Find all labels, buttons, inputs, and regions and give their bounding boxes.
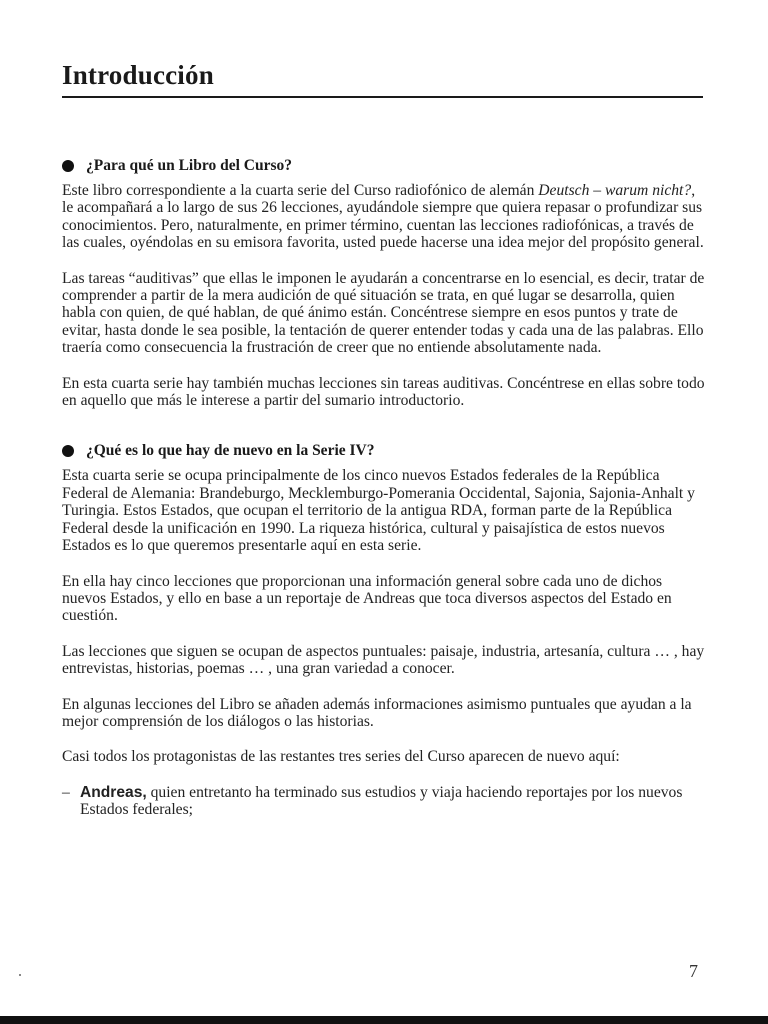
bullet-icon bbox=[62, 445, 74, 457]
paragraph: Este libro correspondiente a la cuarta serie del Curso radiofónico de alemán Deutsch – warum nicht?, le acompañará a lo largo de sus 26 lecciones, ayudándole siempre que quiera repasar o profundizar sus conocimientos. Pero, naturalmente, en primer término, cuentan las lecciones radiofónicas, a través de las cuales, oyéndolas en su emisora favorita, usted puede hacerse una idea mejor del propósito general. bbox=[62, 182, 704, 252]
paragraph: Casi todos los protagonistas de las restantes tres series del Curso aparecen de nuevo aquí: bbox=[62, 748, 620, 766]
scan-edge-bar bbox=[0, 1016, 768, 1024]
paragraph: Las tareas “auditivas” que ellas le imponen le ayudarán a concentrarse en lo esencial, es decir, tratar de comprender a partir de la mera audición de qué situación se trata, en qué lugar se desarrolla, quien habla con quien, de qué hablan, de qué ánimo están. Concéntrese siempre en esos puntos y trate de evitar, hasta donde le sea posible, la tentación de querer entender todas y cada una de las palabras. Ello traería como consecuencia la frustración de creer que no entiende absolutamente nada. bbox=[62, 269, 705, 357]
section-heading-text: ¿Qué es lo que hay de nuevo en la Serie IV? bbox=[86, 442, 375, 460]
course-title-italic: Deutsch – warum nicht? bbox=[538, 182, 692, 199]
list-item bbox=[62, 784, 706, 819]
paragraph: En esta cuarta serie hay también muchas lecciones sin tareas auditivas. Concéntrese en ellas sobre todo en aquello que más le interese a partir del sumario introductorio. bbox=[62, 374, 705, 410]
scan-speck bbox=[19, 974, 21, 976]
paragraph: En algunas lecciones del Libro se añaden además informaciones asimismo puntuales que ayudan a la mejor comprensión de los diálogos o las historias. bbox=[62, 695, 692, 730]
paragraph: Las lecciones que siguen se ocupan de aspectos puntuales: paisaje, industria, artesanía, cultura … , hay entrevistas, historias, poemas … , una gran variedad a conocer. bbox=[62, 642, 705, 678]
paragraph: En ella hay cinco lecciones que proporcionan una información general sobre cada uno de dichos nuevos Estados, y ello en base a un reportaje de Andreas que toca diversos aspectos del Estado en cuestión. bbox=[62, 572, 672, 625]
page-number: 7 bbox=[689, 961, 698, 981]
bullet-icon bbox=[62, 160, 74, 172]
dash-marker: – bbox=[62, 783, 70, 801]
page-title: Introducción bbox=[62, 60, 214, 90]
character-name: Andreas, bbox=[80, 783, 147, 801]
list-item-text: quien entretanto ha terminado sus estudios y viaja haciendo reportajes por los nuevos Estados federales; bbox=[80, 783, 683, 819]
paragraph: Esta cuarta serie se ocupa principalmente de los cinco nuevos Estados federales de la República Federal de Alemania: Brandeburgo, Mecklemburgo-Pomerania Occidental, Sajonia, Sajonia-Anhalt y Turingia. Estos Estados, que ocupan el territorio de la antigua RDA, forman parte de la República Federal desde la unificación en 1990. La riqueza histórica, cultural y paisajística de estos nuevos Estados es lo que queremos presentarle aquí en esta serie. bbox=[62, 467, 695, 555]
section-heading-2 bbox=[62, 441, 706, 461]
section-heading-text: ¿Para qué un Libro del Curso? bbox=[86, 157, 292, 174]
main-content bbox=[62, 156, 706, 819]
section-heading-1 bbox=[62, 156, 706, 176]
title-underline bbox=[62, 96, 703, 98]
